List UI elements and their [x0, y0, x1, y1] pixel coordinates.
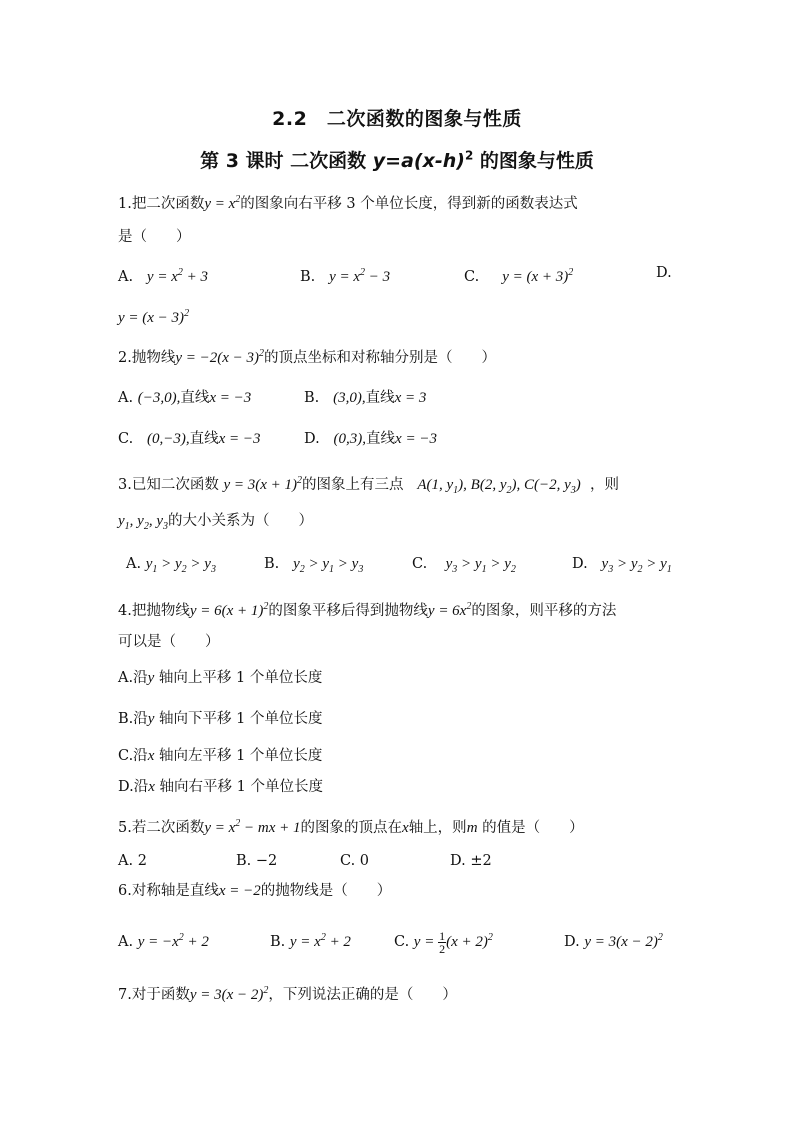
question-6-option-d[interactable]: D. $y = 3(x - 2)^2$ [564, 932, 663, 950]
question-2-option-c[interactable]: C. (0,−3),直线x = −3 [118, 431, 261, 447]
question-5-option-d[interactable]: D. ±2 [450, 853, 492, 869]
question-4-stem-line1: 4.把抛物线$y = 6(x + 1)^2$的图象平移后得到抛物线$y = 6x^2$的图象，则平移的方法 [118, 601, 617, 619]
question-2-option-b[interactable]: B. (3,0),直线x = 3 [304, 390, 427, 406]
question-3-option-b[interactable]: B. $y_2 > y_1 > y_3$ [264, 556, 364, 575]
question-6-option-c[interactable]: C. y = $\frac{1}{2}$ $(x + 2)^2$ [394, 929, 493, 957]
question-1-option-d[interactable]: $y = (x - 3)^2$ [118, 308, 190, 326]
question-4-option-c[interactable]: C.沿x 轴向左平移 1 个单位长度 [118, 748, 323, 764]
question-3-option-a[interactable]: A. $y_1 > y_2 > y_3$ [126, 556, 216, 575]
lesson-title-formula: y=a(x-h) [372, 150, 465, 172]
question-3-stem-line2: $y_1$, $y_2$, $y_3$的大小关系为（ ） [118, 513, 314, 532]
question-2-stem: 2.抛物线$y = -2(x - 3)^2$的顶点坐标和对称轴分别是（ ） [118, 348, 497, 366]
question-5-option-b[interactable]: B. −2 [236, 853, 278, 869]
question-2-option-a[interactable]: A. (−3,0),直线x = −3 [118, 390, 252, 406]
question-7-stem: 7.对于函数$y = 3(x - 2)^2$，下列说法正确的是（ ） [118, 985, 457, 1003]
question-6-stem: 6.对称轴是直线x = −2的抛物线是（ ） [118, 883, 392, 899]
lesson-title-prefix: 第 3 课时 二次函数 [200, 150, 373, 172]
question-3-stem-line1: 3.已知二次函数 $y = 3(x + 1)^2$的图象上有三点 A(1, $y_1$), B(2, $y_2$), C(−2, $y_3$) ，则 [118, 475, 619, 496]
question-5-stem: 5.若二次函数$y = x^2$ − mx + 1的图象的顶点在x轴上，则m 的值是（ ） [118, 818, 584, 836]
question-1-option-b[interactable]: B. $y = x^2 - 3$ [300, 267, 391, 285]
question-3-option-d[interactable]: D. $y_3 > y_2 > y_1$ [572, 556, 672, 575]
question-5-option-a[interactable]: A. 2 [118, 853, 147, 869]
lesson-title-suffix: 的图象与性质 [473, 150, 594, 172]
question-4-option-b[interactable]: B.沿y 轴向下平移 1 个单位长度 [118, 711, 323, 727]
lesson-title [0, 146, 794, 173]
question-1-option-d-label[interactable]: D. [656, 265, 672, 281]
question-4-option-d[interactable]: D.沿x 轴向右平移 1 个单位长度 [118, 779, 323, 795]
question-1-stem-line2: 是（ ） [118, 229, 191, 245]
section-title: 2.2 二次函数的图象与性质 [272, 108, 522, 130]
question-4-option-a[interactable]: A.沿y 轴向上平移 1 个单位长度 [118, 670, 323, 686]
question-2-option-d[interactable]: D. (0,3),直线x = −3 [304, 431, 437, 447]
question-5-option-c[interactable]: C. 0 [340, 853, 370, 869]
question-6-option-a[interactable]: A. $y = -x^2 + 2$ [118, 932, 209, 950]
question-1-option-a[interactable]: A. $y = x^2 + 3$ [118, 267, 208, 285]
question-3-option-c[interactable]: C. $y_3 > y_1 > y_2$ [412, 556, 516, 575]
question-4-stem-line2: 可以是（ ） [118, 634, 220, 650]
question-1-stem-line1: 1.把二次函数$y = x^2$的图象向右平移 3 个单位长度，得到新的函数表达式 [118, 194, 578, 212]
question-1-option-c[interactable]: C. $y = (x + 3)^2$ [464, 267, 574, 285]
lesson-title-exponent: 2 [464, 148, 474, 163]
question-6-option-b[interactable]: B. $y = x^2 + 2$ [270, 932, 351, 950]
